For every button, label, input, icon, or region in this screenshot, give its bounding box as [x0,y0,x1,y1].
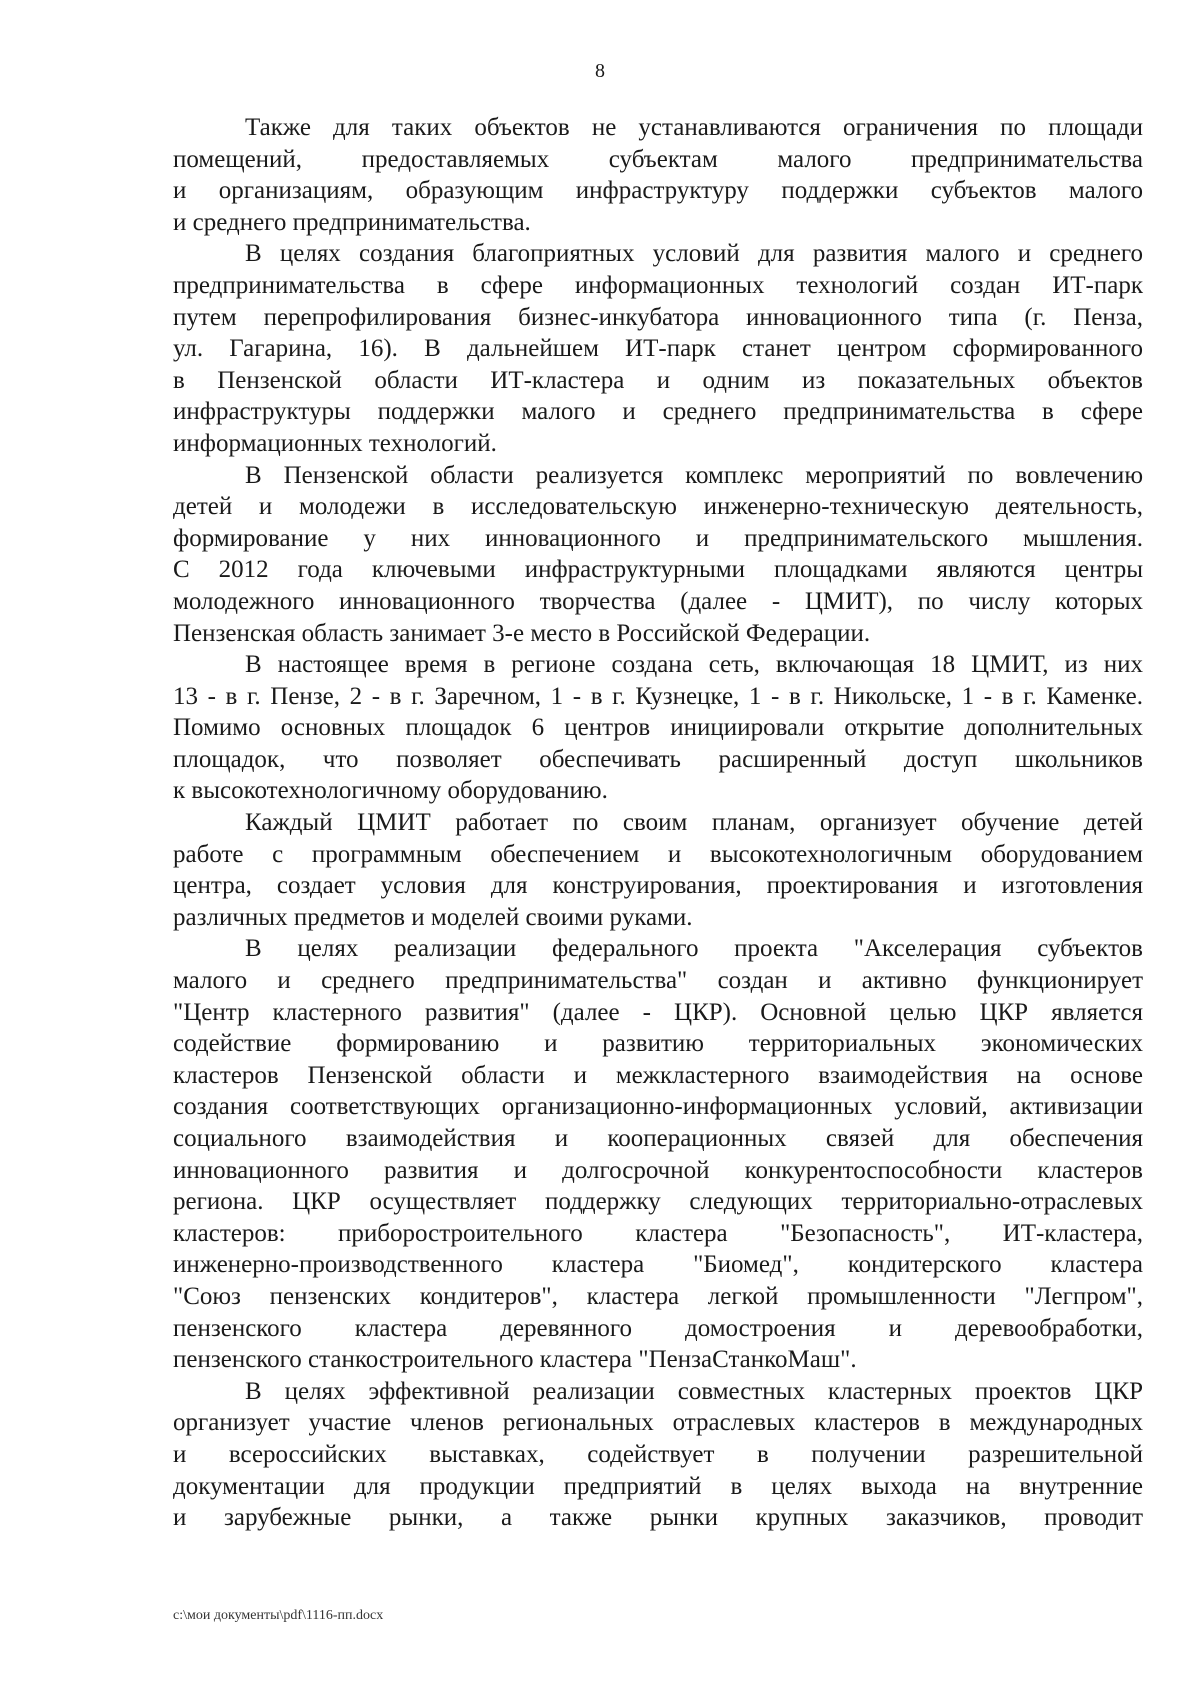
paragraph-line: Пензенская область занимает 3-е место в Российской Федерации. [173,619,871,647]
paragraph-line: и всероссийских выставках, содействует в получении разрешительной [173,1440,1143,1468]
paragraph [173,238,1143,459]
paragraph-line: предпринимательства в сфере информационных технологий создан ИТ-парк [173,271,1143,299]
paragraph [173,933,1143,1375]
paragraph [173,112,1143,238]
paragraph-line: Помимо основных площадок 6 центров инициировали открытие дополнительных [173,714,1143,742]
paragraph-line: кластеров: приборостроительного кластера "Безопасность", ИТ-кластера, [173,1219,1143,1247]
paragraph-line: различных предметов и моделей своими руками. [173,903,693,931]
paragraph-line: инфраструктуры поддержки малого и среднего предпринимательства в сфере [173,398,1143,426]
paragraph [173,460,1143,650]
paragraph-line: "Центр кластерного развития" (далее - ЦКР). Основной целью ЦКР является [173,998,1143,1026]
paragraph-line: площадок, что позволяет обеспечивать расширенный доступ школьников [173,745,1143,773]
paragraph-line: В целях эффективной реализации совместных кластерных проектов ЦКР [245,1377,1143,1405]
paragraph-line: С 2012 года ключевыми инфраструктурными площадками являются центры [173,556,1143,584]
paragraph-line: детей и молодежи в исследовательскую инженерно-техническую деятельность, [173,493,1143,521]
paragraph-line: организует участие членов региональных отраслевых кластеров в международных [173,1409,1143,1437]
paragraph-line: социального взаимодействия и кооперационных связей для обеспечения [173,1125,1143,1152]
paragraph-line: малого и среднего предпринимательства" создан и активно функционирует [173,967,1143,995]
paragraph-line: путем перепрофилирования бизнес-инкубатора инновационного типа (г. Пенза, [173,303,1143,331]
paragraph-line: инновационного развития и долгосрочной конкурентоспособности кластеров [173,1156,1143,1184]
paragraph-line: и организациям, образующим инфраструктуру поддержки субъектов малого [173,177,1143,205]
paragraph-line: информационных технологий. [173,429,497,457]
paragraph [173,649,1143,807]
document-body [173,112,1143,1534]
paragraph-line: документации для продукции предприятий в целях выхода на внутренние [173,1472,1143,1500]
paragraph-line: региона. ЦКР осуществляет поддержку следующих территориально-отраслевых [173,1188,1143,1216]
paragraph-line: пензенского станкостроительного кластера "ПензаСтанкоМаш". [173,1346,857,1374]
paragraph-line: ул. Гагарина, 16). В дальнейшем ИТ-парк станет центром сформированного [173,335,1143,363]
paragraph-line: В настоящее время в регионе создана сеть, включающая 18 ЦМИТ, из них [245,651,1143,679]
paragraph-line: В Пензенской области реализуется комплекс мероприятий по вовлечению [245,461,1143,489]
paragraph-line: к высокотехнологичному оборудованию. [173,777,608,805]
paragraph-line: помещений, предоставляемых субъектам малого предпринимательства [173,145,1143,173]
paragraph-line: формирование у них инновационного и предпринимательского мышления. [173,524,1143,552]
paragraph-line: содействие формированию и развитию территориальных экономических [173,1030,1143,1058]
paragraph-line: создания соответствующих организационно-информационных условий, активизации [173,1093,1143,1121]
paragraph-line: работе с программным обеспечением и высокотехнологичным оборудованием [173,840,1143,868]
paragraph-line: Также для таких объектов не устанавливаются ограничения по площади [245,114,1143,141]
paragraph-line: центра, создает условия для конструирования, проектирования и изготовления [173,872,1143,900]
paragraph-line: кластеров Пензенской области и межкластерного взаимодействия на основе [173,1061,1143,1089]
paragraph-line: молодежного инновационного творчества (далее - ЦМИТ), по числу которых [173,587,1143,615]
paragraph-line: 13 - в г. Пензе, 2 - в г. Заречном, 1 - в г. Кузнецке, 1 - в г. Никольске, 1 - в г. Каменке. [173,682,1143,710]
paragraph-line: В целях создания благоприятных условий для развития малого и среднего [245,240,1143,268]
paragraph [173,807,1143,933]
page-number: 8 [595,60,605,82]
paragraph-line: инженерно-производственного кластера "Биомед", кондитерского кластера [173,1251,1143,1279]
paragraph-line: В целях реализации федерального проекта "Акселерация субъектов [245,935,1143,963]
paragraph-line: Каждый ЦМИТ работает по своим планам, организует обучение детей [245,809,1143,837]
paragraph-line: и среднего предпринимательства. [173,208,531,236]
paragraph [173,1376,1143,1534]
footer-file-path: c:\мои документы\pdf\1116-пп.docx [173,1608,384,1623]
paragraph-line: пензенского кластера деревянного домостроения и деревообработки, [173,1314,1143,1342]
paragraph-line: в Пензенской области ИТ-кластера и одним из показательных объектов [173,366,1143,394]
paragraph-line: "Союз пензенских кондитеров", кластера легкой промышленности "Легпром", [173,1282,1143,1310]
paragraph-line: и зарубежные рынки, а также рынки крупных заказчиков, проводит [173,1504,1143,1532]
